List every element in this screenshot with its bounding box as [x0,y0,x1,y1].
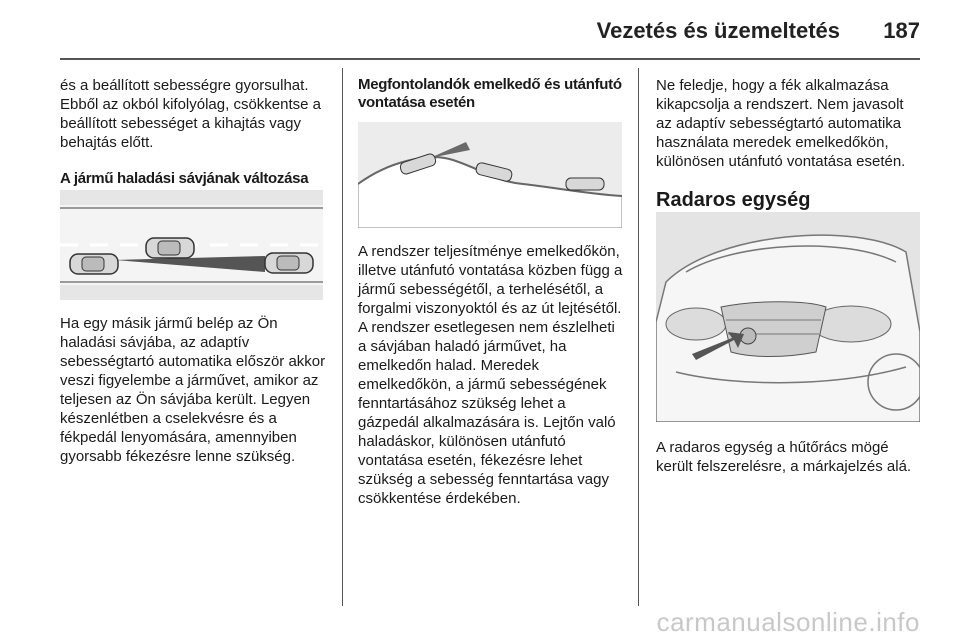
column-1-body [60,314,326,466]
col1-subheading: A jármű haladási sávjának változása [60,170,309,187]
col3-body-text: A radaros egység a hűtőrács mögé került felszerelésre, a márkajelzés alá. [656,439,912,475]
watermark: carmanualsonline.info [656,607,920,637]
column-2 [358,76,622,112]
lead-car-icon [265,253,313,273]
column-divider-1 [342,68,343,606]
col2-subheading: Megfontolandók emelkedő és utánfutó vontatása esetén [358,76,622,111]
column-3-body [656,438,922,476]
header-divider [60,58,920,60]
col3-intro-text: Ne feledje, hogy a fék alkalmazása kikapcsolja a rendszert. Nem javasolt az adaptív sebességtartó automatika használata meredek emelkedőkön, különösen utánfutó vontatása esetén. [656,77,906,170]
own-car-icon [70,254,118,274]
col1-body-text: Ha egy másik jármű belép az Ön haladási sávjába, az adaptív sebességtartó automatika először akkor veszi figyelembe a járművet, amikor az teljesen az Ön sávjába került. Legyen készenlétben a cselekvésre és a fékpedál lenyomására, amennyiben gyorsabb fékezésre lenne szükség. [60,315,326,465]
lane-change-illustration [60,190,323,300]
merging-car-icon [146,238,194,258]
column-1 [60,76,326,188]
column-3 [656,76,922,210]
column-divider-2 [638,68,639,606]
hill-illustration [358,122,622,228]
column-2-body [358,242,624,508]
radar-unit-photo [656,212,920,422]
col1-intro-text: és a beállított sebességre gyorsulhat. Ebből az okból kifolyólag, csökkentse a beállított sebességet a kihajtás vagy behajtás előtt. [60,77,321,151]
hill-diagram [358,122,622,228]
lane-change-diagram [60,190,323,300]
page-number: 187 [883,18,920,43]
downhill-car-icon [566,178,604,190]
col2-body-text: A rendszer teljesítménye emelkedőkön, illetve utánfutó vontatása közben függ a jármű sebességétől, a terhelésétől, a forgalmi viszonyoktól és az út lejtésétől. A rendszer esetlegesen nem észlelheti a sávjában haladó járművet, ha emelkedőn halad. Meredek emelkedőkön, a jármű sebességének fenntartásához szükség lehet a gázpedál alkalmazására is. Lejtőn való haladáskor, különösen utánfutó vontatása esetén, fékezésre lehet szükség a sebesség fenntartása vagy csökkentése érdekében. [358,243,623,507]
car-front-drawing [656,212,920,422]
page-header-title: Vezetés és üzemeltetés [596,18,840,43]
col3-section-title: Radaros egység [656,189,811,211]
